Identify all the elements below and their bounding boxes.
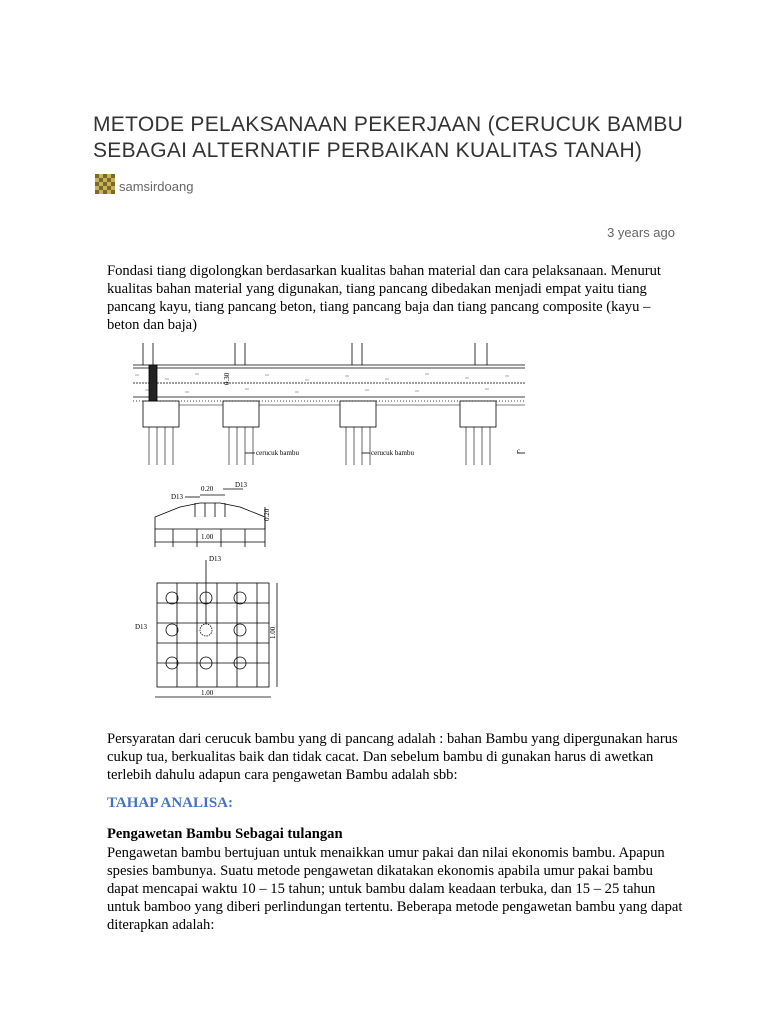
detail-label-020-vertical: 0.20 bbox=[263, 508, 271, 521]
section-dimension-label: 0.30 bbox=[223, 372, 231, 385]
detail-label-d13-right: D13 bbox=[235, 481, 248, 489]
requirements-paragraph: Persyaratan dari cerucuk bambu yang di pancang adalah : bahan Bambu yang dipergunakan harus cukup tua, berkualitas baik dan tidak cacat. Dan sebelum bambu di gunakan harus di awetkan terlebih dahulu adapun cara pengawetan Bambu adalah sbb: bbox=[107, 731, 678, 783]
post-timestamp: 3 years ago bbox=[607, 225, 675, 240]
detail-label-020: 0.20 bbox=[201, 485, 214, 493]
section-label-cerucuk-2: cerucuk bambu bbox=[371, 449, 414, 457]
section-subheading: Pengawetan Bambu Sebagai tulangan bbox=[107, 826, 343, 842]
plan-label-d13-left: D13 bbox=[135, 623, 148, 631]
detail-label-100: 1.00 bbox=[201, 533, 214, 541]
article-title: METODE PELAKSANAAN PEKERJAAN (CERUCUK BAMBU SEBAGAI ALTERNATIF PERBAIKAN KUALITAS TANAH) bbox=[93, 113, 684, 162]
avatar bbox=[93, 172, 117, 196]
plan-label-100-bottom: 1.00 bbox=[201, 689, 214, 697]
author-name[interactable]: samsirdoang bbox=[119, 178, 194, 194]
plan-label-d13-top: D13 bbox=[209, 555, 222, 563]
section-view bbox=[133, 343, 525, 465]
plan-view bbox=[155, 560, 277, 697]
section-heading: TAHAP ANALISA: bbox=[107, 795, 233, 811]
preservation-paragraph: Pengawetan bambu bertujuan untuk menaikkan umur pakai dan nilai ekonomis bambu. Apapun spesies bambunya. Suatu metode pengawetan dikatakan ekonomis apabila umur pakai bambu dapat mencapai waktu 10 – 15 tahun; untuk bambu dalam keadaan terbuka, dan 15 – 25 tahun untuk bamboo yang diberi perlindungan tertentu. Beberapa metode pengawetan bambu yang dapat diterapkan adalah: bbox=[107, 845, 683, 933]
author-row[interactable] bbox=[93, 172, 193, 196]
cerucuk-bambu-drawing bbox=[125, 335, 525, 705]
section-label-c: c bbox=[517, 447, 521, 455]
detail-label-d13-left: D13 bbox=[171, 493, 184, 501]
section-label-cerucuk-1: cerucuk bambu bbox=[256, 449, 299, 457]
intro-paragraph: Fondasi tiang digolongkan berdasarkan kualitas bahan material dan cara pelaksanaan. Menurut kualitas bahan material yang digunakan, tiang pancang dibedakan menjadi empat yaitu tiang pancang kayu, tiang pancang beton, tiang pancang baja dan tiang pancang composite (kayu – beton dan baja) bbox=[107, 263, 661, 333]
plan-label-100-right: 1.00 bbox=[269, 626, 277, 639]
